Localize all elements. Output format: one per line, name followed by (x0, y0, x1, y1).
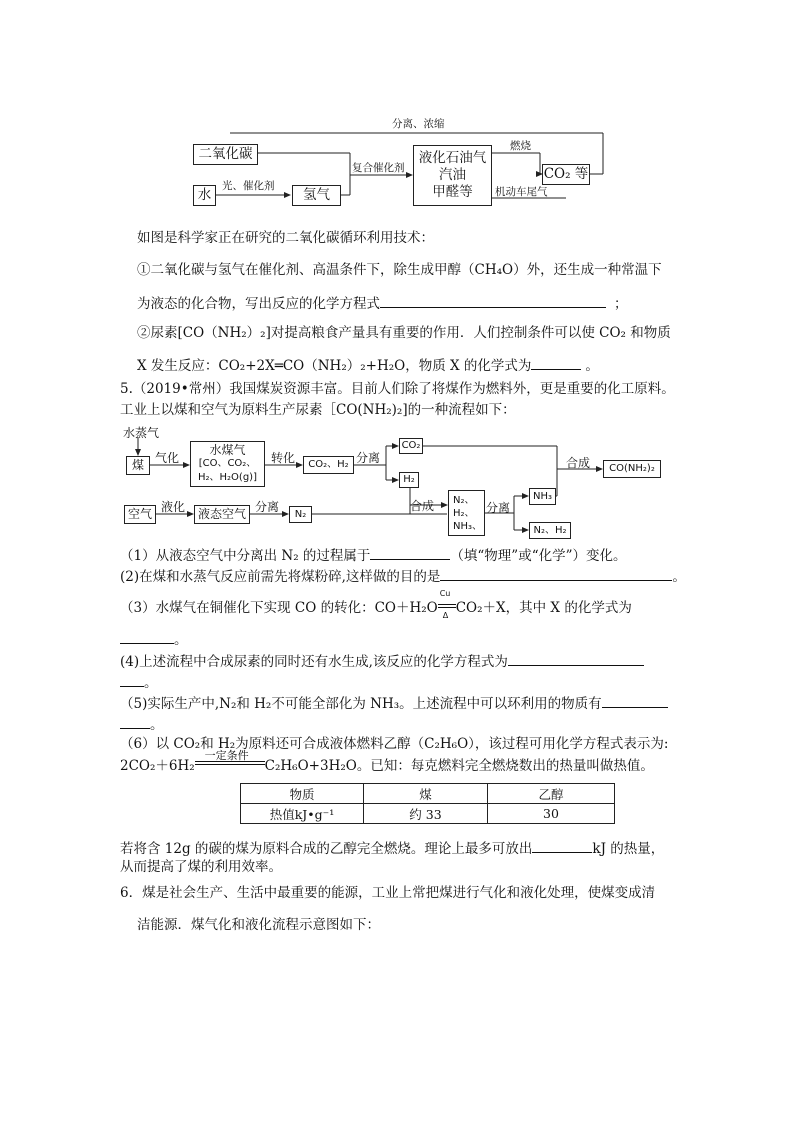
mix-box (448, 490, 485, 536)
separate-label-1: 分离 (356, 451, 381, 465)
q5-after-text-end: kJ 的热量， (592, 841, 665, 857)
q5-sub1-text: （1）从液态空气中分离出 N₂ 的过程属于 (120, 548, 371, 564)
answer-blank[interactable] (120, 629, 174, 644)
q5-sub4 (120, 651, 644, 672)
n2-box: N₂ (289, 506, 312, 523)
q5-sub5-text: （5)实际生产中,N₂和 H₂不可能全部化为 NH₃。上述流程中可以环利用的物质有 (120, 696, 602, 712)
h2-box: H₂ (399, 472, 419, 488)
water-gas-components-1: [CO、CO₂、 (198, 458, 257, 469)
table-header: 乙醇 (488, 784, 615, 804)
q4-part2-end: 。 (585, 358, 599, 374)
q5-after-text: 若将含 12g 的碳的煤为原料合成的乙醇完全燃烧。理论上最多可放出 (120, 841, 533, 857)
separate-label-2: 分离 (255, 500, 280, 514)
q5-sub6: （6）以 CO₂和 H₂为原料还可合成液体燃料乙醇（C₂H₆O），该过程可用化学方程式表示为: (120, 736, 669, 752)
table-cell: 30 (488, 804, 615, 824)
water-box: 水 (193, 185, 216, 206)
product-formaldehyde: 甲醛等 (432, 184, 473, 200)
urea-box: CO(NH₂)₂ (603, 460, 661, 478)
q4-part2-text: X 发生反应：CO₂+2X═CO（NH₂）₂+H₂O，物质 X 的化学式为 (137, 358, 532, 374)
water-gas-title: 水煤气 (209, 443, 246, 457)
condition-mark (195, 749, 265, 770)
cu-catalyst-mark (438, 589, 456, 620)
condition-label: 一定条件 (204, 749, 249, 762)
mix-n2: N₂、 (453, 495, 475, 506)
q6-line1: 6．煤是社会生产、生活中最重要的能源，工业上常把煤进行气化和液化处理，使煤变成清 (120, 885, 656, 901)
air-box: 空气 (124, 505, 156, 524)
co2-box-2: CO₂ (399, 438, 423, 454)
q5-header: 5.（2019•常州）我国煤炭资源丰富。目前人们除了将煤作为燃料外，更是重要的化工原料。 (120, 381, 675, 397)
q5-sub4-cont (120, 672, 158, 693)
product-gasoline: 汽油 (439, 167, 466, 183)
answer-blank[interactable] (602, 693, 668, 708)
steam-label: 水蒸气 (123, 426, 160, 440)
q4-intro: 如图是科学家正在研究的二氧化碳循环利用技术： (137, 230, 434, 246)
q5-after-table (120, 838, 664, 859)
product-lpg: 液化石油气 (418, 150, 487, 166)
n2-h2-box: N₂、H₂ (529, 522, 571, 539)
q5-sub5-end: 。 (150, 717, 164, 733)
q5-sub4-text: (4)上述流程中合成尿素的同时还有水生成,该反应的化学方程式为 (120, 654, 508, 670)
q5-sub5-cont (120, 714, 164, 735)
convert-label: 转化 (271, 451, 296, 465)
answer-blank[interactable] (440, 566, 672, 581)
table-header: 煤 (364, 784, 488, 804)
q4-part2-line1: ②尿素[CO（NH₂）₂]对提高粮食产量具有重要的作用．人们控制条件可以使 CO₂ 和物质 (137, 325, 671, 341)
table-cell: 约 33 (364, 804, 488, 824)
water-gas-box (190, 441, 265, 487)
q5-sub4-end: 。 (144, 675, 158, 691)
co2-etc-box: CO₂ 等 (542, 164, 590, 185)
q5-after-line2: 从而提高了煤的利用效率。 (120, 859, 282, 875)
separate-concentrate-label: 分离、浓缩 (392, 118, 445, 130)
q5-sub3-end: 。 (174, 632, 188, 648)
q5-sub1 (120, 545, 627, 566)
q4-part1-line1: ①二氧化碳与氢气在催化剂、高温条件下，除生成甲醇（CH₄O）外，还生成一种常温下 (137, 262, 662, 278)
q5-sub3-text-end: CO₂＋X，其中 X 的化学式为 (455, 600, 632, 616)
q5-sub2-end: 。 (672, 569, 686, 585)
mix-nh3: NH₃、 (453, 521, 483, 532)
mix-h2: H₂、 (453, 508, 475, 519)
table-row (241, 804, 615, 824)
equation-left: 2CO₂＋6H₂ (120, 758, 195, 774)
gasify-label: 气化 (155, 451, 180, 465)
water-gas-components-2: H₂、H₂O(g)] (198, 472, 257, 483)
q5-sub3 (120, 589, 632, 620)
coal-box: 煤 (126, 456, 150, 475)
q6-line2: 洁能源．煤气化和液化流程示意图如下： (137, 917, 380, 933)
burn-label: 燃烧 (510, 140, 531, 152)
q5-sub3-answer (120, 629, 188, 650)
answer-blank[interactable] (120, 672, 144, 687)
co2-box: 二氧化碳 (193, 144, 258, 165)
q4-part1-text: 为液态的化合物，写出反应的化学方程式 (137, 296, 380, 312)
q4-part1-end: ； (614, 296, 628, 312)
q5-sub2 (120, 566, 686, 587)
liquefy-label: 液化 (161, 500, 186, 514)
light-catalyst-label: 光、催化剂 (222, 180, 275, 192)
separate-label-3: 分离 (486, 501, 511, 515)
liquid-air-box: 液态空气 (194, 505, 250, 524)
table-cell: 热值kJ•g⁻¹ (241, 804, 364, 824)
exhaust-label: 机动车尾气 (495, 186, 548, 198)
synthesis-label-top: 合成 (566, 456, 591, 470)
q5-sub2-text: (2)在煤和水蒸气反应前需先将煤粉碎,这样做的目的是 (120, 569, 441, 585)
co2-h2-box: CO₂、H₂ (303, 456, 354, 474)
answer-blank[interactable] (120, 714, 150, 729)
cu-label: Cu (439, 589, 451, 598)
hydrogen-box: 氢气 (292, 185, 341, 206)
q5-sub1-text-end: （填“物理”或“化学”）变化。 (450, 548, 627, 564)
answer-blank[interactable] (508, 651, 644, 666)
heat-value-table (240, 783, 615, 824)
compound-catalyst-label: 复合催化剂 (352, 162, 405, 174)
nh3-box: NH₃ (529, 488, 556, 505)
q5-header-line2: 工业上以煤和空气为原料生产尿素［CO(NH₂)₂]的一种流程如下： (120, 402, 516, 418)
heat-label: Δ (442, 611, 449, 620)
synthesis-label-mid: 合成 (410, 499, 435, 513)
q5-sub6-equation (120, 749, 654, 776)
q5-sub5 (120, 693, 668, 714)
answer-blank[interactable] (370, 545, 450, 560)
table-header: 物质 (241, 784, 364, 804)
table-header-row (241, 784, 615, 804)
equation-right: C₂H₆O+3H₂O。已知：每克燃料完全燃烧数出的热量叫做热值。 (264, 758, 654, 774)
q5-sub3-text: （3）水煤气在铜催化下实现 CO 的转化：CO＋H₂O (120, 600, 438, 616)
answer-blank[interactable] (532, 838, 592, 853)
